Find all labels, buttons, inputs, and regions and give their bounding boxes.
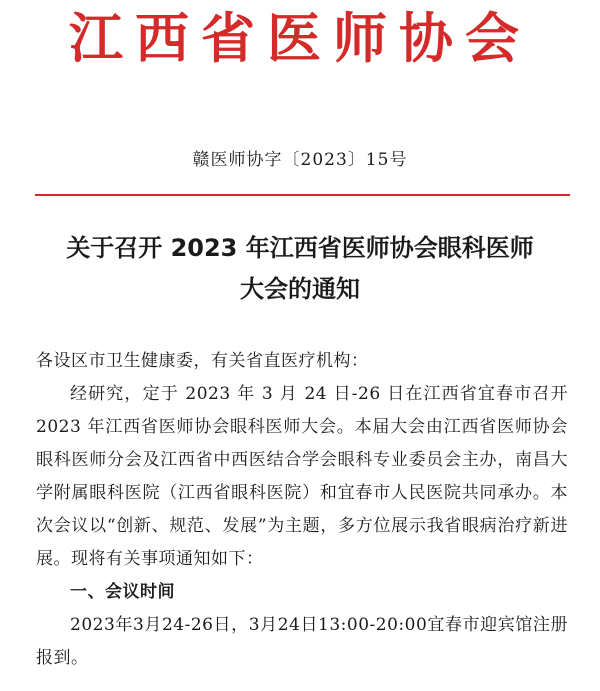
- body-paragraph: 经研究，定于 2023 年 3 月 24 日-26 日在江西省宜春市召开 2023 年江西省医师协会眼科医师大会。本届大会由江西省医师协会眼科医师分会及江西省中西医结合学会眼科专业委员会主办，南昌大学附属眼科医院（江西省眼科医院）和宜春市人民医院共同承办。本次会议以“创新、规范、发展”为主题，多方位展示我省眼病治疗新进展。现将有关事项通知如下：: [36, 384, 568, 569]
- red-divider-line: [35, 194, 570, 196]
- section-text-meeting-time: 2023年3月24-26日，3月24日13:00-20:00宜春市迎宾馆注册报到。: [36, 615, 568, 668]
- notice-title: [30, 228, 570, 310]
- org-masthead: 江西省医师协会: [69, 7, 531, 70]
- notice-title-line-2: 大会的通知: [240, 275, 360, 303]
- section-heading-meeting-time: 一、会议时间: [70, 582, 175, 602]
- notice-title-line-1: 关于召开 2023 年江西省医师协会眼科医师: [66, 234, 534, 262]
- document-number: 赣医师协字〔2023〕15号: [192, 150, 408, 170]
- salutation: 各设区市卫生健康委，有关省直医疗机构：: [36, 351, 369, 371]
- notice-body: [36, 345, 568, 675]
